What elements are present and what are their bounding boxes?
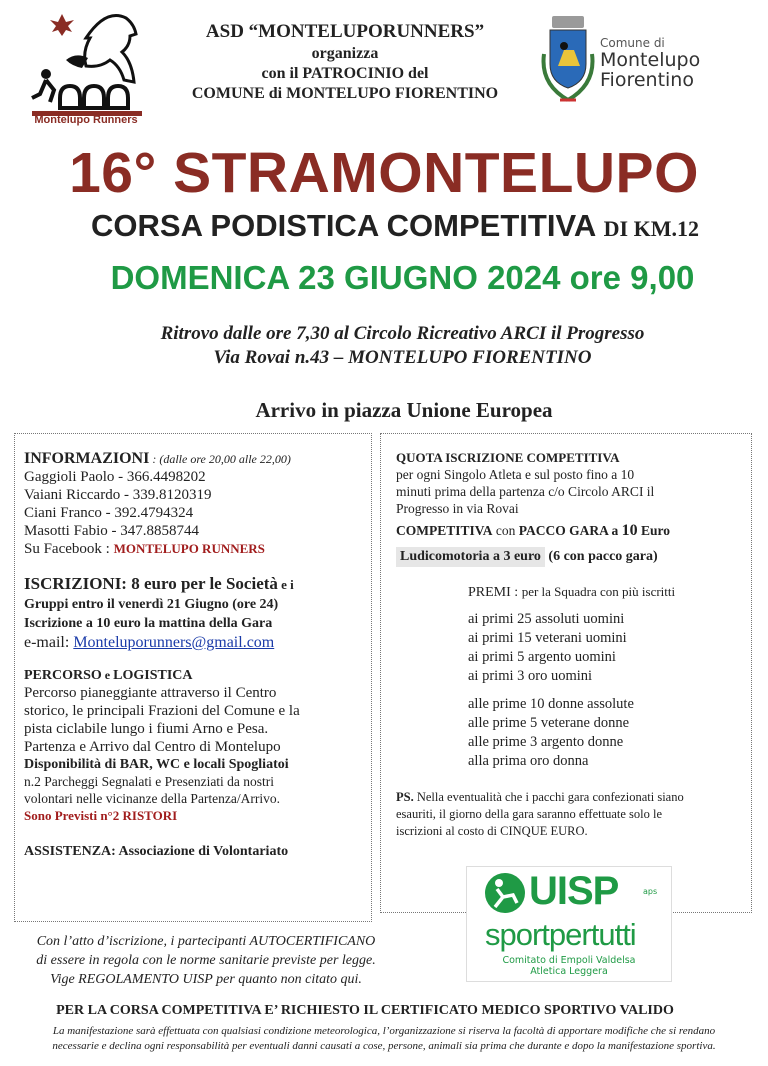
footer-line: necessarie e declina ogni responsabilità per eventuali danni causati a cose, persone, animali sia prima che durante e dopo la manifestazione sportiva.: [52, 1040, 716, 1052]
prizes-label: PREMI :: [468, 585, 522, 600]
uisp-runner-icon: [481, 871, 529, 915]
prize-item: alle prime 10 donne assolute: [468, 696, 634, 712]
event-subtitle: [0, 208, 768, 244]
medical-certificate-notice: PER LA CORSA COMPETITIVA E’ RICHIESTO IL CERTIFICATO MEDICO SPORTIVO VALIDO: [56, 1003, 674, 1018]
contact-item: Gaggioli Paolo - 366.4498202: [24, 469, 206, 485]
route-line: storico, le principali Frazioni del Comune e la: [24, 703, 300, 719]
route-line: pista ciclabile lungo i fiumi Arno e Pesa.: [24, 721, 269, 737]
competitive-currency: Euro: [637, 523, 671, 538]
subtitle-distance: DI KM.12: [603, 216, 699, 241]
contact-item: Vaiani Riccardo - 339.8120319: [24, 487, 212, 503]
uisp-logo: [466, 866, 672, 982]
disclaimer-line: di essere in regola con le norme sanitarie previste per legge.: [36, 953, 376, 968]
disclaimer-line: Con l’atto d’iscrizione, i partecipanti AUTOCERTIFICANO: [36, 934, 376, 949]
organizer-name: ASD “MONTELUPORUNNERS”: [205, 21, 485, 42]
route-line: Percorso pianeggiante attraverso il Centro: [24, 685, 277, 701]
refreshment-points: Sono Previsti n°2 RISTORI: [24, 808, 178, 823]
meeting-point-line2: Via Rovai n.43 – MONTELUPO FIORENTINO: [213, 347, 592, 368]
prizes-team: per la Squadra con più iscritti: [521, 584, 676, 599]
comune-name-line2: Fiorentino: [600, 69, 694, 91]
facebook-label: Su Facebook :: [24, 541, 114, 557]
prize-item: ai primi 25 assoluti uomini: [468, 611, 625, 627]
route-title-and: e: [101, 668, 114, 682]
logistics-title: LOGISTICA: [113, 668, 193, 683]
right-column: [396, 450, 746, 840]
comune-name-line1: Montelupo: [600, 49, 701, 71]
comune-crest: [538, 14, 598, 110]
comune-label: Comune di: [600, 36, 665, 50]
organizer-line4: COMUNE di MONTELUPO FIORENTINO: [191, 85, 499, 102]
parking-line1: n.2 Parcheggi Segnalati e Presenziati da nostri: [24, 774, 275, 789]
facebook-page-link[interactable]: MONTELUPO RUNNERS: [113, 541, 265, 556]
footer-line: La manifestazione sarà effettuata con qualsiasi condizione meteorologica, l’organizzazione si riserva la facoltà di apportare modifiche che si rendano: [52, 1025, 716, 1037]
info-title: INFORMAZIONI: [24, 450, 150, 467]
organizer-line2: organizza: [311, 45, 379, 62]
ps-line: iscrizioni al costo di CINQUE EURO.: [396, 824, 588, 838]
prize-item: alla prima oro donna: [468, 753, 589, 769]
ps-line: esauriti, il giorno della gara saranno effettuate solo le: [396, 807, 662, 821]
prize-item: alle prime 3 argento donne: [468, 734, 624, 750]
registration-deadline: Gruppi entro il venerdì 21 Giugno (ore 24): [24, 597, 279, 612]
parking-line2: volontari nelle vicinanze della Partenza/Arrivo.: [24, 791, 281, 806]
comune-name: [600, 36, 700, 90]
left-column: [24, 450, 364, 860]
organizer-block: [160, 20, 530, 104]
uisp-section: Atletica Leggera: [530, 966, 608, 977]
non-competitive-pack: (6 con pacco gara): [544, 549, 658, 564]
fee-line: minuti prima della partenza c/o Circolo ARCI il: [396, 484, 655, 499]
fee-line: per ogni Singolo Atleta e sul posto fino a 10: [396, 467, 635, 482]
email-label: e-mail:: [24, 634, 74, 651]
route-line: Partenza e Arrivo dal Centro di Montelupo: [24, 739, 281, 755]
meeting-point: [0, 322, 768, 370]
event-date: DOMENICA 23 GIUGNO 2024 ore 9,00: [110, 259, 695, 296]
meeting-point-line1: Ritrovo dalle ore 7,30 al Circolo Ricreativo ARCI il Progresso: [160, 323, 645, 344]
competitive-price: 10: [621, 522, 638, 539]
prize-item: alle prime 5 veterane donne: [468, 715, 630, 731]
registration-title-suffix: e i: [277, 577, 294, 592]
route-title: PERCORSO: [24, 668, 102, 683]
prize-item: ai primi 3 oro uomini: [468, 668, 593, 684]
fee-title: QUOTA ISCRIZIONE COMPETITIVA: [396, 450, 620, 465]
competitive-with: con: [492, 523, 519, 538]
club-logo-caption: Montelupo Runners: [34, 114, 138, 126]
uisp-aps: aps: [643, 887, 658, 896]
competitive-label: COMPETITIVA: [396, 523, 493, 538]
prize-item: ai primi 5 argento uomini: [468, 649, 616, 665]
crest-shield-icon: [538, 14, 598, 110]
non-competitive-price: Ludicomotoria a 3 euro: [396, 547, 545, 567]
uisp-tagline: sportpertutti: [485, 917, 636, 952]
disclaimer-line: Vige REGOLAMENTO UISP per quanto non citato qui.: [50, 972, 362, 987]
info-hours: : (dalle ore 20,00 alle 22,00): [149, 452, 291, 466]
uisp-committee: Comitato di Empoli Valdelsa: [502, 955, 636, 966]
contact-item: Ciani Franco - 392.4794324: [24, 505, 194, 521]
subtitle-main: CORSA PODISTICA COMPETITIVA: [91, 208, 604, 243]
ps-label: PS.: [396, 790, 414, 804]
footer-notice: [14, 1024, 754, 1054]
registration-title: ISCRIZIONI: 8 euro per le Società: [24, 574, 278, 593]
facilities: Disponibilità di BAR, WC e locali Spogliatoi: [24, 757, 289, 772]
ps-line: Nella eventualità che i pacchi gara confezionati siano: [413, 790, 684, 804]
organizer-line3: con il PATROCINIO del: [261, 65, 429, 82]
uisp-wordmark: UISP: [529, 869, 619, 913]
competitive-pack: PACCO GARA a: [518, 523, 622, 538]
event-title: 16° STRAMONTELUPO: [69, 141, 699, 205]
contact-item: Masotti Fabio - 347.8858744: [24, 523, 199, 539]
finish-location: Arrivo in piazza Unione Europea: [255, 398, 553, 422]
self-certification-note: [16, 932, 396, 989]
assistance: ASSISTENZA: Associazione di Volontariato: [24, 844, 289, 859]
fee-line: Progresso in via Rovai: [396, 501, 519, 516]
email-link[interactable]: Monteluporunners@gmail.com: [73, 634, 275, 651]
prize-item: ai primi 15 veterani uomini: [468, 630, 627, 646]
registration-day-of: Iscrizione a 10 euro la mattina della Gara: [24, 616, 273, 631]
